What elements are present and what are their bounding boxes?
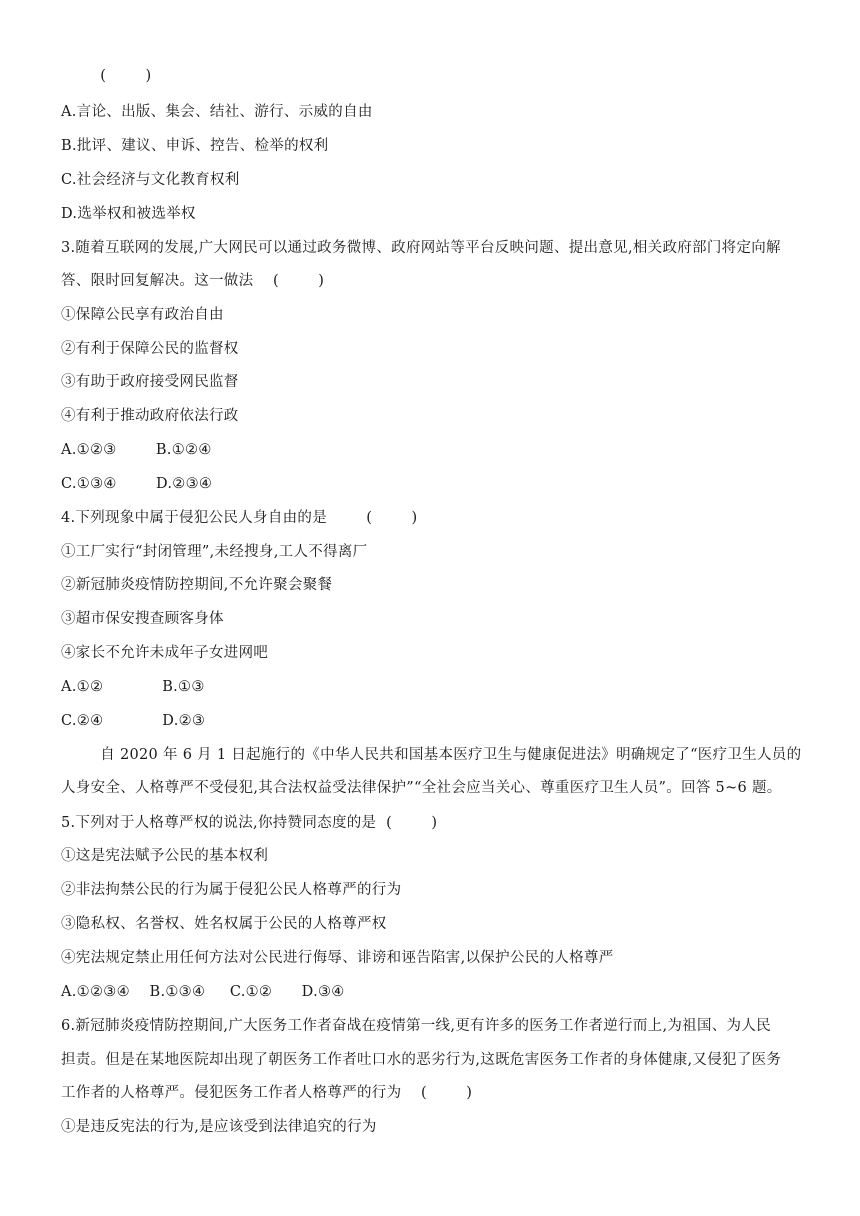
question-6-line-2: 担责。但是在某地医院却出现了朝医务工作者吐口水的恶劣行为,这既危害医务工作者的身体健康,又侵犯了医务: [61, 1052, 782, 1068]
q4-options-ab: A.①② B.①③: [61, 679, 205, 695]
q5-statement-3: ③隐私权、名誉权、姓名权属于公民的人格尊严权: [61, 916, 387, 932]
option-c: C.社会经济与文化教育权利: [61, 172, 240, 188]
q6-statement-1: ①是违反宪法的行为,是应该受到法律追究的行为: [61, 1119, 377, 1135]
question-6-line-1: 6.新冠肺炎疫情防控期间,广大医务工作者奋战在疫情第一线,更有许多的医务工作者逆行而上,为祖国、为人民: [61, 1018, 771, 1034]
q3-statement-1: ①保障公民享有政治自由: [61, 307, 224, 323]
question-6-line-3: 工作者的人格尊严。侵犯医务工作者人格尊严的行为 ( ): [61, 1085, 473, 1101]
option-d: D.选举权和被选举权: [61, 206, 196, 222]
q5-options: A.①②③④ B.①③④ C.①② D.③④: [61, 984, 345, 1000]
q4-statement-2: ②新冠肺炎疫情防控期间,不允许聚会聚餐: [61, 577, 333, 593]
material-line-2: 人身安全、人格尊严不受侵犯,其合法权益受法律保护”“全社会应当关心、尊重医疗卫生人员”。回答 5~6 题。: [61, 780, 782, 796]
question-3-line-2: 答、限时回复解决。这一做法 ( ): [61, 273, 325, 289]
q4-statement-1: ①工厂实行“封闭管理”,未经搜身,工人不得离厂: [61, 544, 368, 560]
option-a: A.言论、出版、集会、结社、游行、示威的自由: [61, 104, 373, 120]
q5-statement-1: ①这是宪法赋予公民的基本权利: [61, 848, 269, 864]
answer-blank: ( ): [61, 68, 152, 84]
q4-options-cd: C.②④ D.②③: [61, 713, 206, 729]
q3-statement-4: ④有利于推动政府依法行政: [61, 408, 239, 424]
q3-statement-3: ③有助于政府接受网民监督: [61, 374, 239, 390]
q5-statement-4: ④宪法规定禁止用任何方法对公民进行侮辱、诽谤和诬告陷害,以保护公民的人格尊严: [61, 950, 614, 966]
option-b: B.批评、建议、申诉、控告、检举的权利: [61, 138, 329, 154]
q3-options-ab: A.①②③ B.①②④: [61, 442, 212, 458]
q4-statement-4: ④家长不允许未成年子女进网吧: [61, 645, 269, 661]
q3-options-cd: C.①③④ D.②③④: [61, 476, 213, 492]
question-5: 5.下列对于人格尊严权的说法,你持赞同态度的是 ( ): [61, 815, 438, 831]
q3-statement-2: ②有利于保障公民的监督权: [61, 341, 239, 357]
question-4: 4.下列现象中属于侵犯公民人身自由的是 ( ): [61, 510, 418, 526]
q4-statement-3: ③超市保安搜查顾客身体: [61, 611, 224, 627]
material-line-1: 自 2020 年 6 月 1 日起施行的《中华人民共和国基本医疗卫生与健康促进法》明确规定了“医疗卫生人员的: [61, 747, 802, 763]
question-3-line-1: 3.随着互联网的发展,广大网民可以通过政务微博、政府网站等平台反映问题、提出意见,相关政府部门将定向解: [61, 240, 781, 256]
q5-statement-2: ②非法拘禁公民的行为属于侵犯公民人格尊严的行为: [61, 882, 402, 898]
